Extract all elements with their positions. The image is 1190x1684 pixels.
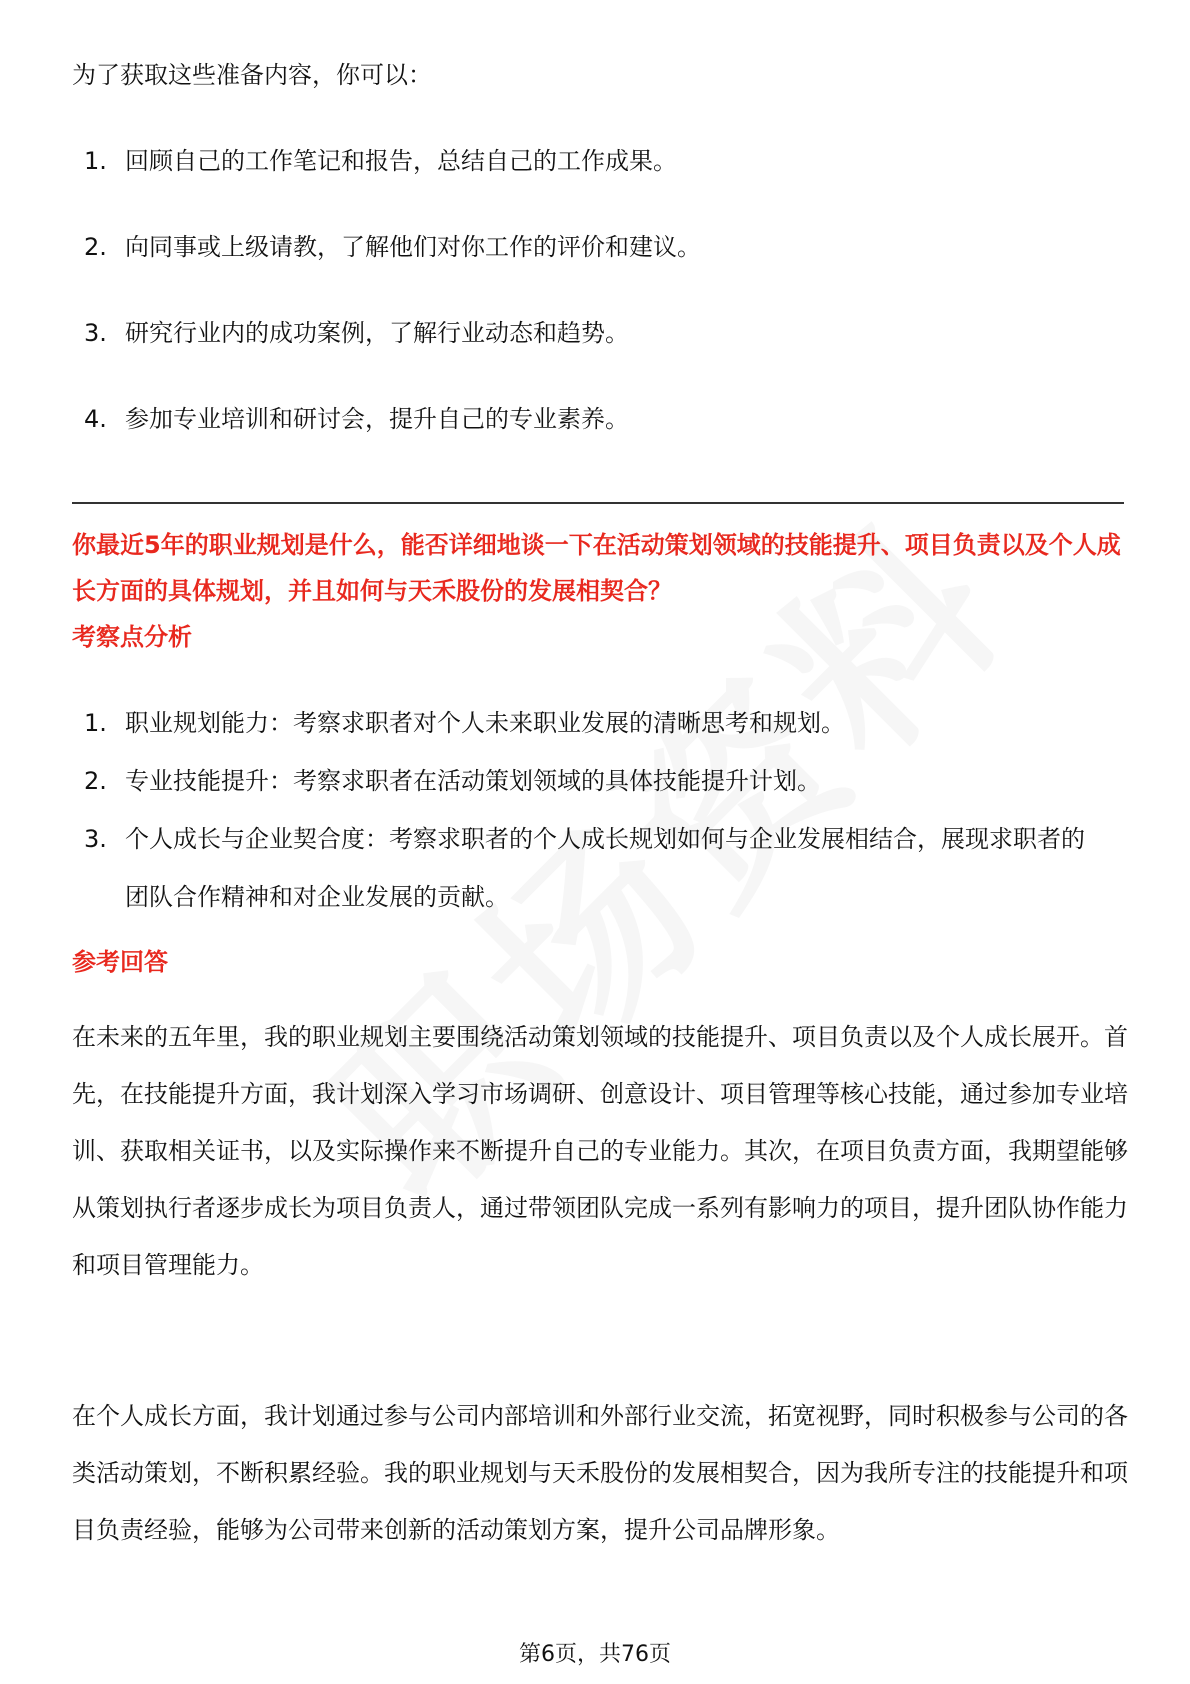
page-number: 第6页，共76页 bbox=[519, 1642, 671, 1667]
list-text: 职业规划能力：考察求职者对个人未来职业发展的清晰思考和规划。 bbox=[125, 709, 845, 737]
list-text: 参加专业培训和研讨会，提升自己的专业素养。 bbox=[125, 405, 629, 433]
list-text: 回顾自己的工作笔记和报告，总结自己的工作成果。 bbox=[125, 147, 677, 175]
list-item bbox=[0, 402, 701, 488]
list-text: 研究行业内的成功案例，了解行业动态和趋势。 bbox=[125, 319, 629, 347]
section-divider bbox=[72, 502, 1124, 504]
analysis-list bbox=[0, 694, 1085, 926]
list-number: 2. bbox=[84, 767, 107, 795]
list-number: 3. bbox=[84, 825, 107, 853]
answer-paragraph: 在未来的五年里，我的职业规划主要围绕活动策划领域的技能提升、项目负责以及个人成长展开。首先，在技能提升方面，我计划深入学习市场调研、创意设计、项目管理等核心技能，通过参加专业培训、获取相关证书，以及实际操作来不断提升自己的专业能力。其次，在项目负责方面，我期望能够从策划执行者逐步成长为项目负责人，通过带领团队完成一系列有影响力的项目，提升团队协作能力和项目管理能力。 bbox=[72, 1023, 1128, 1279]
list-number: 3. bbox=[84, 319, 107, 347]
list-item bbox=[0, 694, 1085, 752]
list-item bbox=[0, 144, 701, 230]
preparation-list bbox=[0, 144, 701, 488]
answer-heading: 参考回答 bbox=[72, 948, 168, 976]
list-text: 向同事或上级请教，了解他们对你工作的评价和建议。 bbox=[125, 233, 701, 261]
intro-text: 为了获取这些准备内容，你可以： bbox=[72, 61, 432, 89]
list-item bbox=[0, 230, 701, 316]
list-text: 个人成长与企业契合度：考察求职者的个人成长规划如何与企业发展相结合，展现求职者的团队合作精神和对企业发展的贡献。 bbox=[125, 825, 1085, 911]
list-number: 2. bbox=[84, 233, 107, 261]
list-item bbox=[0, 316, 701, 402]
list-number: 1. bbox=[84, 709, 107, 737]
interview-question: 你最近5年的职业规划是什么，能否详细地谈一下在活动策划领域的技能提升、项目负责以及个人成长方面的具体规划，并且如何与天禾股份的发展相契合？ bbox=[72, 531, 1121, 605]
list-number: 4. bbox=[84, 405, 107, 433]
list-item bbox=[0, 810, 1085, 926]
analysis-heading: 考察点分析 bbox=[72, 623, 192, 651]
list-text: 专业技能提升：考察求职者在活动策划领域的具体技能提升计划。 bbox=[125, 767, 821, 795]
list-item bbox=[0, 752, 1085, 810]
answer-paragraph: 在个人成长方面，我计划通过参与公司内部培训和外部行业交流，拓宽视野，同时积极参与公司的各类活动策划，不断积累经验。我的职业规划与天禾股份的发展相契合，因为我所专注的技能提升和项目负责经验，能够为公司带来创新的活动策划方案，提升公司品牌形象。 bbox=[72, 1402, 1128, 1544]
list-number: 1. bbox=[84, 147, 107, 175]
